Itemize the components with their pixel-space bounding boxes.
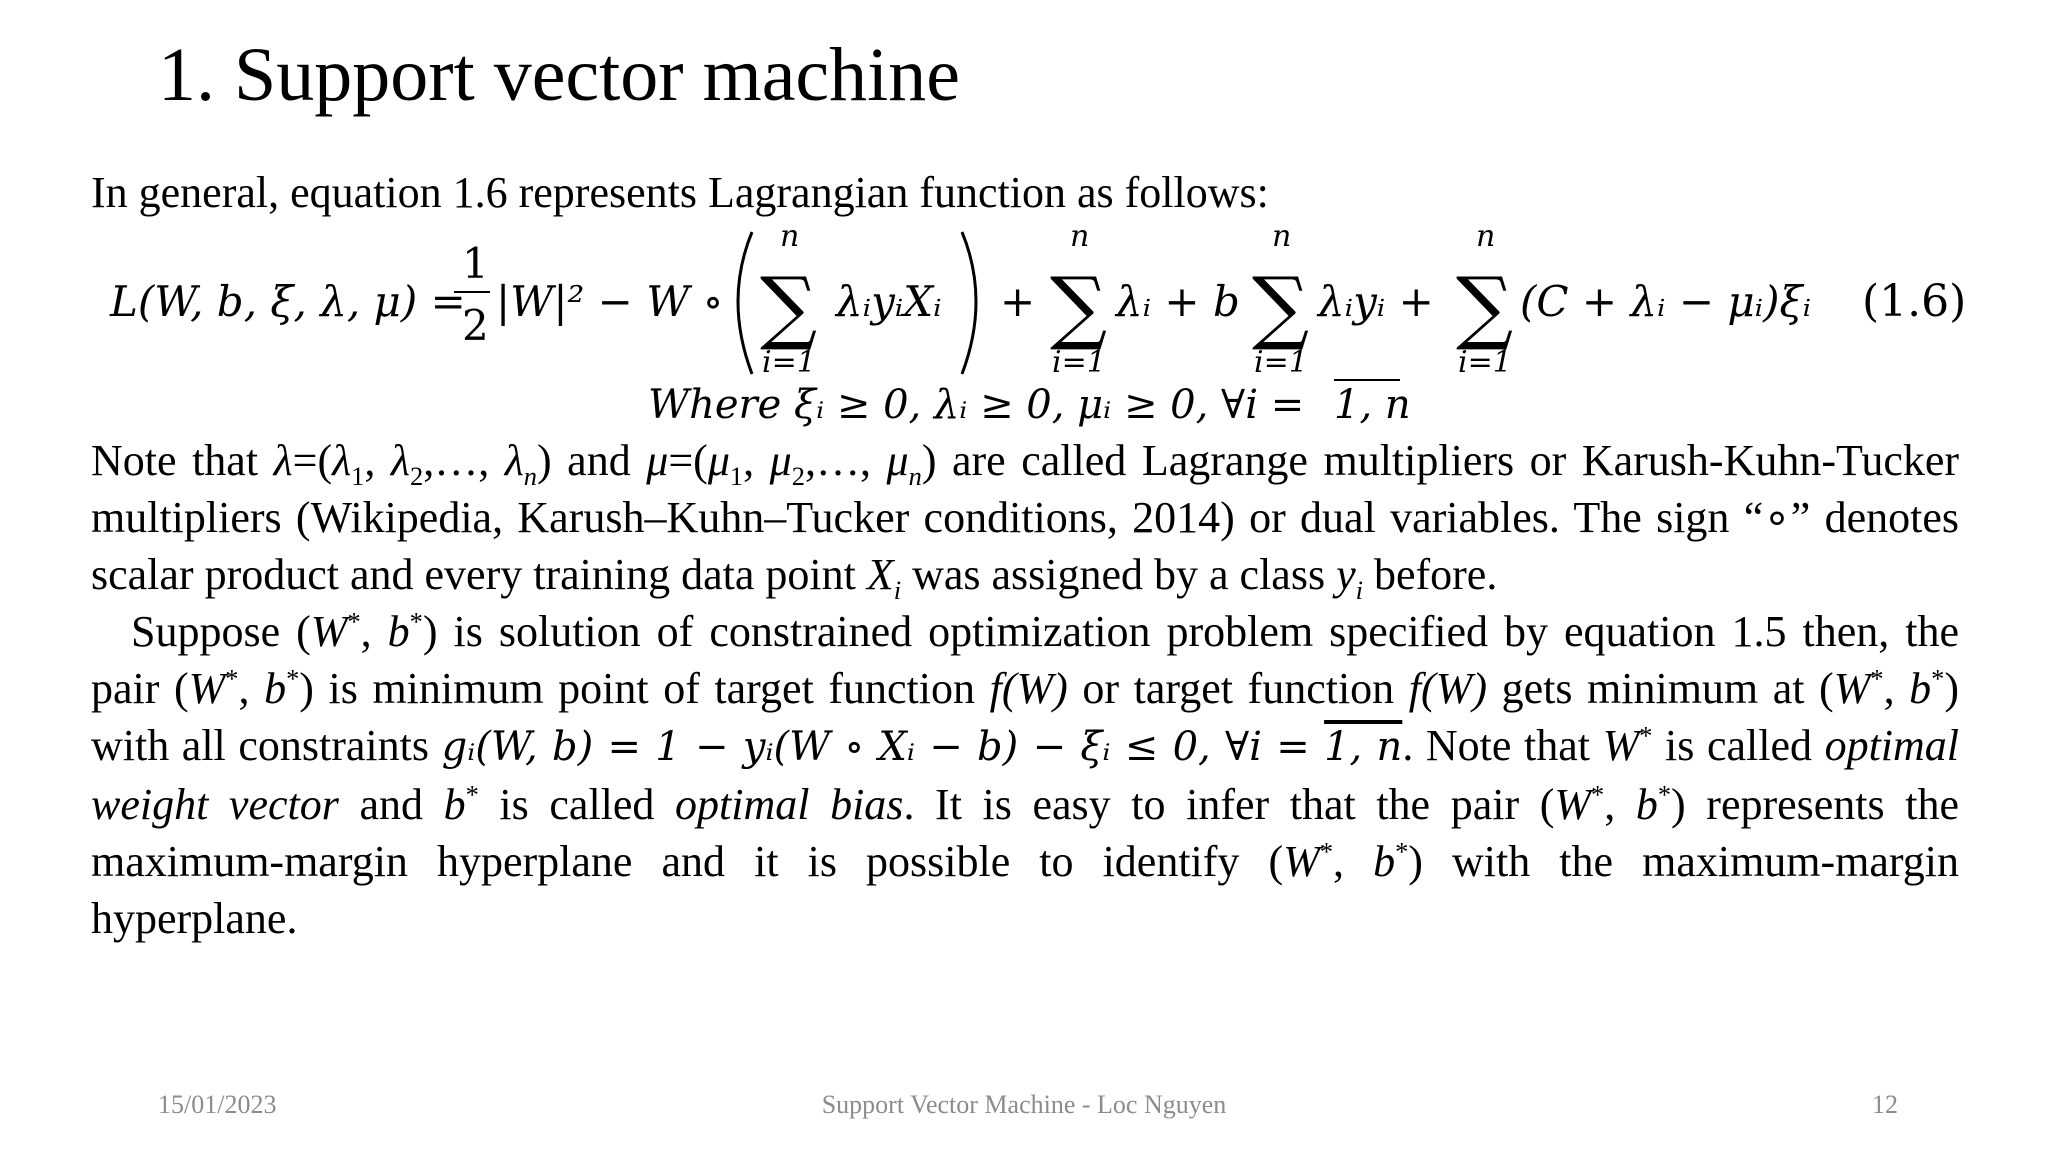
- eq-right-paren: [962, 232, 976, 374]
- footer-page-number: 12: [1872, 1090, 1898, 1119]
- eq-left-paren: [738, 232, 752, 374]
- footer-date: 15/01/2023: [158, 1090, 277, 1119]
- eq-sum2-sigma: ∑: [1050, 260, 1108, 353]
- eq-sum1-body: λᵢyᵢXᵢ: [836, 277, 942, 326]
- eq-sum1-sigma: ∑: [760, 260, 818, 353]
- eq-sum3-body: λᵢyᵢ +: [1318, 277, 1434, 326]
- eq-sum3-lower: i=1: [1254, 345, 1308, 380]
- eq-sum4-sigma: ∑: [1456, 260, 1514, 353]
- eq-lhs: L(W, b, ξ, λ, μ) =: [110, 277, 466, 326]
- eq-sum4-lower: i=1: [1458, 345, 1512, 380]
- eq-sum1-lower: i=1: [762, 345, 816, 380]
- eq-plus1: +: [1000, 277, 1036, 326]
- lagrangian-equation: [0, 0, 2048, 432]
- eq-sum3-sigma: ∑: [1252, 260, 1310, 353]
- eq-frac-num: 1: [462, 239, 489, 288]
- paragraph-solution: Suppose (W*, b*) is solution of constrained optimization problem specified by equation 1.5 then, the pair (W*, b*) is minimum point of target function f(W) or target function f(W) gets minimum at (W*, b*) with all constraints gᵢ(W, b) = 1 − yᵢ(W ∘ Xᵢ − b) − ξᵢ ≤ 0, ∀i = 1, n. Note that W* is called optimal weight vector and b* is called optimal bias. It is easy to infer that the pair (W*, b*) represents the maximum-margin hyperplane and it is possible to identify (W*, b*) with the maximum-margin hyperplane.: [91, 606, 1960, 943]
- eq-sum1-upper: n: [780, 219, 800, 254]
- slide-title: 1. Support vector machine: [158, 33, 961, 117]
- intro-text: In general, equation 1.6 represents Lagrangian function as follows:: [91, 168, 1269, 217]
- eq-sum2-lower: i=1: [1052, 345, 1106, 380]
- eq-sum4-upper: n: [1476, 219, 1496, 254]
- eq-sum4-body: (C + λᵢ − μᵢ)ξᵢ: [1520, 277, 1812, 326]
- eq-frac-den: 2: [462, 301, 489, 350]
- eq-term1: |W|² − W ∘: [496, 277, 724, 326]
- eq-number: (1.6): [1862, 276, 1967, 327]
- eq-where: Where ξᵢ ≥ 0, λᵢ ≥ 0, μᵢ ≥ 0, ∀i =: [648, 382, 1305, 428]
- eq-sum2-body: λᵢ + b: [1116, 277, 1240, 326]
- body-text: [91, 432, 1959, 947]
- paragraph-multipliers: Note that $\lambda=(\lambda_1$, $\lambda_2,\dots$, $\lambda_n$) and $\mu=(\mu_1$, $\mu_2,\dots$, $\mu_n$) are called Lagrange multipliers or Karush-Kuhn-Tucker multipliers (Wikipedia, Karush–Kuhn–Tucker conditions, 2014) or dual variables. The sign “∘” denotes scalar product and every training data point $X_i$ was assigned by a class $y_i$ before.: [91, 436, 1960, 605]
- eq-sum2-upper: n: [1070, 219, 1090, 254]
- footer-title: Support Vector Machine - Loc Nguyen: [821, 1090, 1227, 1119]
- eq-where-range: 1, n: [1334, 382, 1411, 428]
- eq-sum3-upper: n: [1272, 219, 1292, 254]
